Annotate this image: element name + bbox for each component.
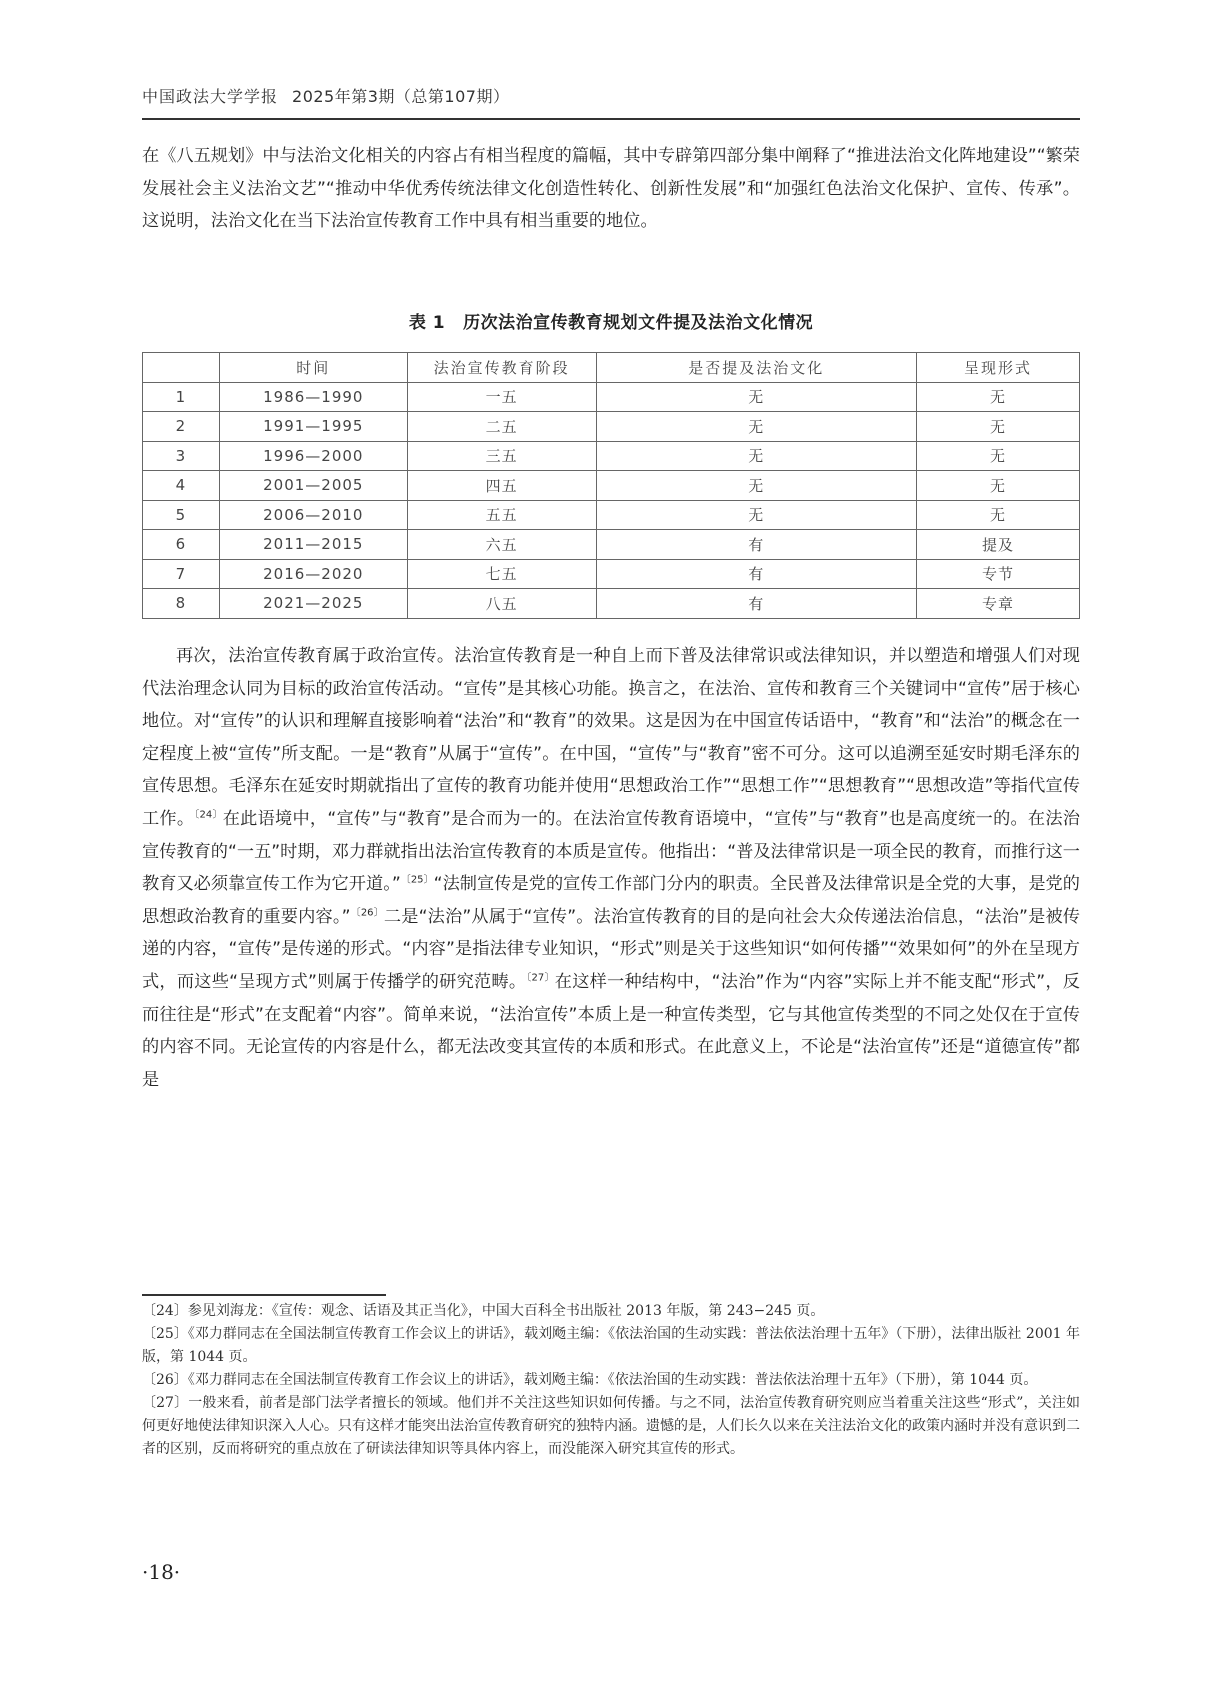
table-header-row [143, 353, 1080, 383]
cell-stage: 一五 [407, 382, 596, 412]
cell-stage: 五五 [407, 500, 596, 530]
cell-stage: 八五 [407, 589, 596, 619]
cell-index: 3 [143, 441, 220, 471]
main-paragraph [142, 640, 1080, 1096]
footnotes [142, 1300, 1080, 1461]
cell-stage: 七五 [407, 559, 596, 589]
cell-index: 5 [143, 500, 220, 530]
cell-stage: 三五 [407, 441, 596, 471]
table-row [143, 500, 1080, 530]
table-caption [142, 308, 1080, 333]
main-text [142, 640, 1080, 1096]
data-table [142, 352, 1080, 619]
cell-index: 7 [143, 559, 220, 589]
text-segment: 在这样一种结构中，“法治”作为“内容”实际上并不能支配“形式”，反而往往是“形式”在支配着“内容”。简单来说，“法治宣传”本质上是一种宣传类型，它与其他宣传类型的不同之处仅在于宣传的内容不同。无论宣传的内容是什么，都无法改变其宣传的本质和形式。在此意义上，不论是“法治宣传”还是“道德宣传”都是 [142, 971, 1080, 1090]
footnote-ref-27[interactable]: 〔27〕 [526, 972, 555, 984]
cell-form: 专节 [917, 559, 1080, 589]
cell-index: 8 [143, 589, 220, 619]
table-row [143, 441, 1080, 471]
footnote-ref-24[interactable]: 〔24〕 [194, 809, 223, 821]
table-number: 表 1 [408, 313, 446, 333]
table-row [143, 382, 1080, 412]
cell-form: 提及 [917, 530, 1080, 560]
table-row [143, 471, 1080, 501]
text-segment: 二是“法治”从属于“宣传”。法治宣传教育的目的是向社会大众传递法治信息，“法治”是被传递的内容，“宣传”是传递的形式。“内容”是指法律专业知识，“形式”则是关于这些知识“如何传播”“效果如何”的外在呈现方式，而这些“呈现方式”则属于传播学的研究范畴。 [142, 906, 1080, 992]
header-form: 呈现形式 [917, 353, 1080, 383]
cell-index: 2 [143, 412, 220, 442]
cell-stage: 二五 [407, 412, 596, 442]
cell-time: 2001—2005 [219, 471, 407, 501]
text-segment: 再次，法治宣传教育属于政治宣传。法治宣传教育是一种自上而下普及法律常识或法律知识，并以塑造和增强人们对现代法治理念认同为目标的政治宣传活动。“宣传”是其核心功能。换言之，在法治、宣传和教育三个关键词中“宣传”居于核心地位。对“宣传”的认识和理解直接影响着“法治”和“教育”的效果。这是因为在中国宣传话语中，“教育”和“法治”的概念在一定程度上被“宣传”所支配。一是“教育”从属于“宣传”。在中国，“宣传”与“教育”密不可分。这可以追溯至延安时期毛泽东的宣传思想。毛泽东在延安时期就指出了宣传的教育功能并使用“思想政治工作”“思想工作”“思想教育”“思想改造”等指代宣传工作。 [142, 646, 1080, 829]
footnote-27: 〔27〕一般来看，前者是部门法学者擅长的领域。他们并不关注这些知识如何传播。与之不同，法治宣传教育研究则应当着重关注这些“形式”，关注如何更好地使法律知识深入人心。只有这样才能突出法治宣传教育研究的独特内涵。遗憾的是，人们长久以来在关注法治文化的政策内涵时并没有意识到二者的区别，反而将研究的重点放在了研读法律知识等具体内容上，而没能深入研究其宣传的形式。 [142, 1395, 1080, 1457]
cell-time: 2016—2020 [219, 559, 407, 589]
footnote-24: 〔24〕参见刘海龙：《宣传：观念、话语及其正当化》，中国大百科全书出版社 2013 年版，第 243−245 页。 [142, 1303, 825, 1319]
cell-mentioned: 无 [596, 412, 917, 442]
table-row [143, 412, 1080, 442]
cell-stage: 四五 [407, 471, 596, 501]
table-title: 历次法治宣传教育规划文件提及法治文化情况 [463, 313, 814, 333]
cell-mentioned: 有 [596, 559, 917, 589]
cell-form: 无 [917, 412, 1080, 442]
journal-name: 中国政法大学学报 [142, 87, 279, 106]
text-segment: “法制宣传是党的宣传工作部门分内的职责。全民普及法律常识是全党的大事，是党的思想政治教育的重要内容。” [142, 874, 1080, 927]
cell-form: 无 [917, 471, 1080, 501]
table-row [143, 589, 1080, 619]
footnote-26: 〔26〕《邓力群同志在全国法制宣传教育工作会议上的讲话》，载刘飏主编：《依法治国的生动实践：普法依法治理十五年》（下册），第 1044 页。 [142, 1372, 1038, 1388]
footnote-ref-25[interactable]: 〔25〕 [400, 874, 434, 886]
cell-form: 无 [917, 382, 1080, 412]
page-number: ·18· [142, 1560, 181, 1584]
cell-time: 2011—2015 [219, 530, 407, 560]
cell-mentioned: 无 [596, 500, 917, 530]
footnote-divider [142, 1294, 386, 1296]
cell-time: 2006—2010 [219, 500, 407, 530]
cell-mentioned: 有 [596, 589, 917, 619]
cell-time: 2021—2025 [219, 589, 407, 619]
cell-time: 1986—1990 [219, 382, 407, 412]
footnote-ref-26[interactable]: 〔26〕 [350, 907, 384, 919]
cell-mentioned: 无 [596, 471, 917, 501]
cell-mentioned: 无 [596, 382, 917, 412]
intro-text: 在《八五规划》中与法治文化相关的内容占有相当程度的篇幅，其中专辟第四部分集中阐释了“推进法治文化阵地建设”“繁荣发展社会主义法治文艺”“推动中华优秀传统法律文化创造性转化、创新性发展”和“加强红色法治文化保护、宣传、传承”。这说明，法治文化在当下法治宣传教育工作中具有相当重要的地位。 [142, 146, 1080, 232]
footnote-25: 〔25〕《邓力群同志在全国法制宣传教育工作会议上的讲话》，载刘飏主编：《依法治国的生动实践：普法依法治理十五年》（下册），法律出版社 2001 年版，第 1044 页。 [142, 1326, 1080, 1365]
cell-mentioned: 有 [596, 530, 917, 560]
header-index [143, 353, 220, 383]
cell-mentioned: 无 [596, 441, 917, 471]
table-row [143, 530, 1080, 560]
running-header [142, 84, 509, 107]
header-time: 时间 [219, 353, 407, 383]
cell-time: 1996—2000 [219, 441, 407, 471]
header-mentioned: 是否提及法治文化 [596, 353, 917, 383]
table-row [143, 559, 1080, 589]
issue-info: 2025年第3期（总第107期） [292, 87, 510, 106]
cell-index: 6 [143, 530, 220, 560]
text-segment: 在此语境中，“宣传”与“教育”是合而为一的。在法治宣传教育语境中，“宣传”与“教育”也是高度统一的。在法治宣传教育的“一五”时期，邓力群就指出法治宣传教育的本质是宣传。他指出：“普及法律常识是一项全民的教育，而推行这一教育又必须靠宣传工作为它开道。” [142, 808, 1080, 895]
cell-form: 无 [917, 500, 1080, 530]
cell-index: 4 [143, 471, 220, 501]
cell-index: 1 [143, 382, 220, 412]
cell-time: 1991—1995 [219, 412, 407, 442]
cell-form: 无 [917, 441, 1080, 471]
cell-stage: 六五 [407, 530, 596, 560]
cell-form: 专章 [917, 589, 1080, 619]
header-stage: 法治宣传教育阶段 [407, 353, 596, 383]
header-rule [142, 118, 1080, 120]
intro-paragraph [142, 140, 1080, 238]
